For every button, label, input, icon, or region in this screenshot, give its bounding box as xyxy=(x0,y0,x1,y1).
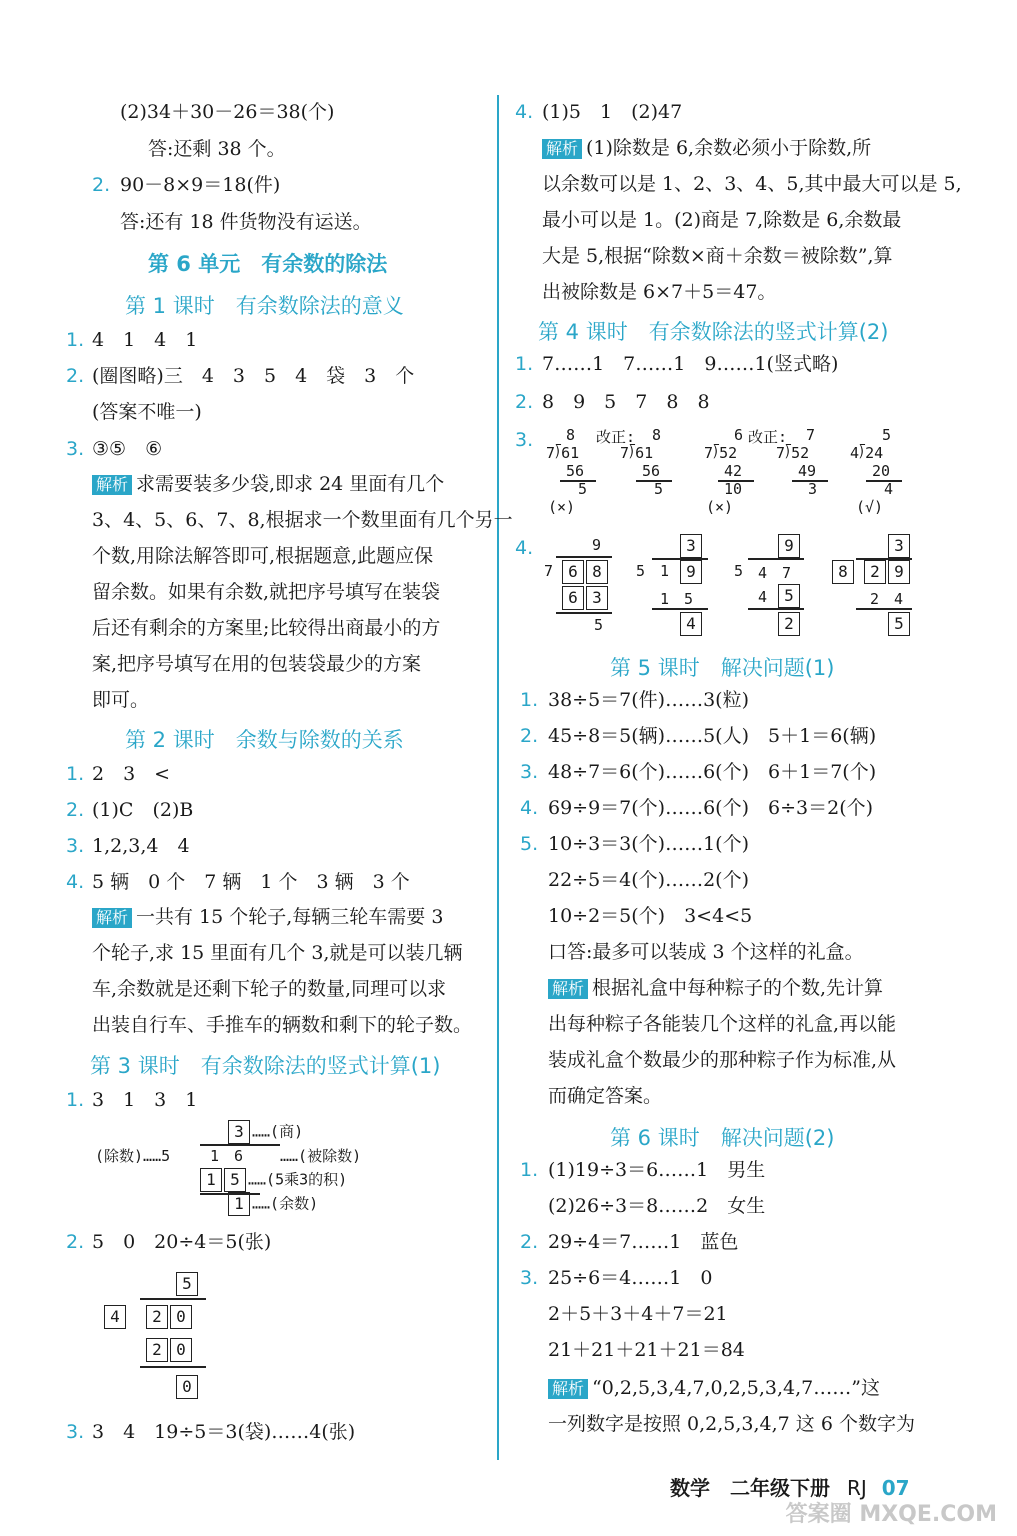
explanation-line xyxy=(92,905,443,929)
item-number: 3. xyxy=(515,429,534,451)
explanation-line: 后还有剩余的方案里;比较得出商最小的方 xyxy=(92,617,441,639)
division-expression: 7⟌52 xyxy=(776,444,810,462)
answer-line: 5 辆 0 个 7 辆 1 个 3 辆 3 个 xyxy=(92,871,410,893)
quotient-box: 3 xyxy=(228,1120,250,1144)
lesson-title: 第 4 课时 有余数除法的竖式计算(2) xyxy=(538,320,889,344)
answer-line: 口答:最多可以装成 3 个这样的礼盒。 xyxy=(548,941,864,963)
analysis-tag: 解析 xyxy=(542,139,582,159)
quotient-row xyxy=(176,1272,200,1296)
product-digit: 4 xyxy=(758,588,768,606)
remainder-box: 0 xyxy=(176,1375,198,1399)
quotient-label: ……(商) xyxy=(252,1122,304,1141)
item-number: 1. xyxy=(66,1089,85,1111)
dividend: 4 7 xyxy=(758,564,792,582)
explanation-line xyxy=(92,472,444,496)
answer-line: 69÷9＝7(个)……6(个) 6÷3＝2(个) xyxy=(548,797,874,819)
subject-grade: 数学 二年级下册 xyxy=(670,1476,830,1500)
item-number: 2. xyxy=(520,1231,539,1253)
division-expression: 4⟌24 xyxy=(850,444,884,462)
explanation-text: (1)除数是 6,余数必须小于除数,所 xyxy=(586,137,872,159)
explanation-line xyxy=(548,1376,880,1400)
dividend-label: ……(被除数) xyxy=(280,1147,362,1165)
remainder: 5 xyxy=(594,616,604,634)
unit-title: 第 6 单元 有余数的除法 xyxy=(148,252,388,276)
quotient-box: 3 xyxy=(888,534,910,558)
item-number: 2. xyxy=(520,725,539,747)
verdict: (√) xyxy=(856,498,884,516)
answer-line: 4 1 4 1 xyxy=(92,329,198,351)
answer-line: 22÷5＝4(个)……2(个) xyxy=(548,869,750,891)
lesson-title: 第 6 课时 解决问题(2) xyxy=(610,1126,835,1150)
remainder: 3 xyxy=(808,480,818,498)
correction-label: 改正: xyxy=(748,428,788,446)
quotient: 5 xyxy=(882,426,892,444)
lesson-title: 第 3 课时 有余数除法的竖式计算(1) xyxy=(90,1054,441,1078)
division-bar xyxy=(140,1298,206,1300)
item-number: 3. xyxy=(520,1267,539,1289)
item-number: 3. xyxy=(66,835,85,857)
dividend-row xyxy=(864,560,912,584)
item-number: 1. xyxy=(520,689,539,711)
answer-line: 3 1 3 1 xyxy=(92,1089,198,1111)
item-number: 2. xyxy=(66,365,85,387)
answer-line: 3 4 19÷5＝3(袋)……4(张) xyxy=(92,1421,356,1443)
answer-line: 21＋21＋21＋21＝84 xyxy=(548,1339,745,1361)
product: 2 4 xyxy=(870,590,904,608)
digit-box: 0 xyxy=(170,1305,192,1329)
item-number: 5. xyxy=(520,833,539,855)
explanation-line: 即可。 xyxy=(92,689,150,711)
divisor-box: 8 xyxy=(832,560,854,584)
analysis-tag: 解析 xyxy=(548,979,588,999)
answer-line: 29÷4＝7……1 蓝色 xyxy=(548,1231,739,1253)
answer-line: (2)34＋30－26＝38(个) xyxy=(120,101,335,123)
explanation-line: 出每种粽子各能装几个这样的礼盒,再以能 xyxy=(548,1013,897,1035)
explanation-line: 个轮子,求 15 里面有几个 3,就是可以装几辆 xyxy=(92,942,463,964)
remainder-box: 1 xyxy=(228,1192,250,1216)
digit-box: 0 xyxy=(170,1338,192,1362)
item-number: 4. xyxy=(515,537,534,559)
answer-line: 答:还剩 38 个。 xyxy=(148,138,286,160)
division-bar xyxy=(556,556,612,558)
answer-line: 2＋5＋3＋4＋7＝21 xyxy=(548,1303,728,1325)
verdict: (×) xyxy=(548,498,576,516)
explanation-text: 求需要装多少袋,即求 24 里面有几个 xyxy=(136,473,445,495)
explanation-text: 一共有 15 个轮子,每辆三轮车需要 3 xyxy=(136,906,444,928)
explanation-text: “0,2,5,3,4,7,0,2,5,3,4,7……”这 xyxy=(592,1377,880,1399)
product: 20 xyxy=(872,462,891,480)
answer-line: (1)5 1 (2)47 xyxy=(542,101,683,123)
quotient: 6 xyxy=(734,426,744,444)
product: 49 xyxy=(798,462,817,480)
item-number: 1. xyxy=(66,763,85,785)
divisor-row xyxy=(104,1305,128,1329)
explanation-line xyxy=(548,976,883,1000)
quotient-row xyxy=(228,1120,303,1144)
explanation-line xyxy=(542,136,871,160)
explanation-line: 留余数。如果有余数,就把序号填写在装袋 xyxy=(92,581,441,603)
answer-line: 10÷3＝3(个)……1(个) xyxy=(548,833,750,855)
answer-line: 答:还有 18 件货物没有运送。 xyxy=(120,211,372,233)
digit-box: 2 xyxy=(864,560,886,584)
answer-line: 8 9 5 7 8 8 xyxy=(542,391,710,413)
item-number: 2. xyxy=(66,1231,85,1253)
remainder-row xyxy=(228,1192,318,1216)
answer-line: (圈图略)三 4 3 5 4 袋 3 个 xyxy=(92,365,415,387)
edition-label: RJ xyxy=(846,1476,867,1500)
remainder-row xyxy=(778,612,802,636)
subtraction-bar xyxy=(556,612,612,614)
digit-box: 9 xyxy=(680,560,702,584)
divisor: 5 xyxy=(636,562,646,580)
quotient-box: 5 xyxy=(176,1272,198,1296)
quotient-box: 9 xyxy=(778,534,800,558)
subtraction-bar xyxy=(748,608,804,610)
division-expression: 7⟌52 xyxy=(704,444,738,462)
digit-box: 2 xyxy=(146,1305,168,1329)
item-number: 1. xyxy=(520,1159,539,1181)
explanation-text: 根据礼盒中每种粽子的个数,先计算 xyxy=(592,977,884,999)
item-number: 3. xyxy=(66,1421,85,1443)
remainder-box: 2 xyxy=(778,612,800,636)
dividend-row xyxy=(146,1305,194,1329)
subtraction-bar xyxy=(652,608,708,610)
digit-box: 3 xyxy=(586,586,608,610)
digit-box: 6 xyxy=(562,586,584,610)
answer-line: 10÷2＝5(个) 3<4<5 xyxy=(548,905,753,927)
quotient: 8 xyxy=(566,426,576,444)
answer-line: 2 3 < xyxy=(92,763,171,785)
product: 42 xyxy=(724,462,743,480)
product-box: 1 xyxy=(200,1168,222,1192)
explanation-line: 出被除数是 6×7＋5＝47。 xyxy=(542,281,777,303)
divisor-label: (除数)……5 xyxy=(95,1147,171,1165)
explanation-line: 案,把序号填写在用的包装袋最少的方案 xyxy=(92,653,422,675)
quotient-row xyxy=(778,534,802,558)
remainder: 4 xyxy=(884,480,894,498)
answer-line: 90－8×9＝18(件) xyxy=(120,174,281,196)
product-label: ……(5乘3的积) xyxy=(248,1170,348,1189)
item-number: 4. xyxy=(520,797,539,819)
answer-line: (答案不唯一) xyxy=(92,401,202,423)
remainder-box: 5 xyxy=(888,612,910,636)
explanation-line: 大是 5,根据“除数×商＋余数＝被除数”,算 xyxy=(542,245,893,267)
item-number: 3. xyxy=(520,761,539,783)
divisor: 7 xyxy=(544,562,554,580)
quotient: 7 xyxy=(806,426,816,444)
digit-box: 6 xyxy=(562,560,584,584)
product-row xyxy=(778,584,802,608)
product-box: 5 xyxy=(224,1168,246,1192)
analysis-tag: 解析 xyxy=(548,1379,588,1399)
remainder-box: 4 xyxy=(680,612,702,636)
analysis-tag: 解析 xyxy=(92,908,132,928)
answer-line: 48÷7＝6(个)……6(个) 6＋1＝7(个) xyxy=(548,761,877,783)
item-number: 2. xyxy=(66,799,85,821)
remainder: 5 xyxy=(654,480,664,498)
answer-line: 5 0 20÷4＝5(张) xyxy=(92,1231,272,1253)
page-number: 07 xyxy=(881,1476,910,1500)
quotient: 9 xyxy=(592,536,602,554)
verdict: (×) xyxy=(706,498,734,516)
column-divider xyxy=(497,95,499,1460)
explanation-line: 出装自行车、手推车的辆数和剩下的轮子数。 xyxy=(92,1014,473,1036)
explanation-line: 3、4、5、6、7、8,根据求一个数里面有几个另一 xyxy=(92,509,513,531)
divisor-box: 4 xyxy=(104,1305,126,1329)
digit-box: 9 xyxy=(888,560,910,584)
quotient-row xyxy=(888,534,912,558)
product-row xyxy=(146,1338,194,1362)
answer-line: (1)C (2)B xyxy=(92,799,194,821)
explanation-line: 一列数字是按照 0,2,5,3,4,7 这 6 个数字为 xyxy=(548,1413,915,1435)
answer-line: (1)19÷3＝6……1 男生 xyxy=(548,1159,766,1181)
divisor-row xyxy=(832,560,856,584)
answer-line: 1,2,3,4 4 xyxy=(92,835,190,857)
dividend-digit: 1 xyxy=(660,562,670,580)
item-number: 2. xyxy=(515,391,534,413)
subtraction-bar xyxy=(140,1366,206,1368)
item-number: 4. xyxy=(66,871,85,893)
remainder-row xyxy=(176,1375,200,1399)
remainder-row xyxy=(888,612,912,636)
correction-label: 改正: xyxy=(596,428,636,446)
answer-line: 45÷8＝5(辆)……5(人) 5＋1＝6(辆) xyxy=(548,725,877,747)
product-row xyxy=(562,586,610,610)
answer-line: 25÷6＝4……1 0 xyxy=(548,1267,713,1289)
quotient-row xyxy=(680,534,704,558)
lesson-title: 第 5 课时 解决问题(1) xyxy=(610,656,835,680)
product: 56 xyxy=(642,462,661,480)
answer-line: 38÷5＝7(件)……3(粒) xyxy=(548,689,750,711)
answer-line: ③⑤ ⑥ xyxy=(92,438,163,460)
item-number: 1. xyxy=(66,329,85,351)
item-number: 2. xyxy=(92,174,111,196)
explanation-line: 装成礼盒个数最少的那种粽子作为标准,从 xyxy=(548,1049,897,1071)
dividend: 1 6 xyxy=(210,1147,244,1165)
product-row xyxy=(200,1168,347,1192)
division-expression: 7⟌61 xyxy=(546,444,580,462)
digit-box: 8 xyxy=(586,560,608,584)
division-expression: 7⟌61 xyxy=(620,444,654,462)
answer-line: (2)26÷3＝8……2 女生 xyxy=(548,1195,766,1217)
product: 56 xyxy=(566,462,585,480)
remainder-label: ……(余数) xyxy=(252,1194,319,1213)
watermark: 答案圈 MXQE.COM xyxy=(785,1502,997,1527)
dividend-row xyxy=(680,560,704,584)
remainder-row xyxy=(680,612,704,636)
quotient: 8 xyxy=(652,426,662,444)
quotient-box: 3 xyxy=(680,534,702,558)
digit-box: 5 xyxy=(778,584,800,608)
lesson-title: 第 2 课时 余数与除数的关系 xyxy=(125,728,404,752)
divisor: 5 xyxy=(734,562,744,580)
explanation-line: 最小可以是 1。(2)商是 7,除数是 6,余数最 xyxy=(542,209,902,231)
remainder: 10 xyxy=(724,480,743,498)
remainder: 5 xyxy=(578,480,588,498)
item-number: 1. xyxy=(515,353,534,375)
answer-line: 7……1 7……1 9……1(竖式略) xyxy=(542,353,839,375)
explanation-line: 车,余数就是还剩下轮子的数量,同理可以求 xyxy=(92,978,447,1000)
explanation-line: 个数,用除法解答即可,根据题意,此题应保 xyxy=(92,545,434,567)
dividend-row xyxy=(562,560,610,584)
division-bar xyxy=(748,558,804,560)
item-number: 4. xyxy=(515,101,534,123)
product: 1 5 xyxy=(660,590,694,608)
analysis-tag: 解析 xyxy=(92,475,132,495)
item-number: 3. xyxy=(66,438,85,460)
lesson-title: 第 1 课时 有余数除法的意义 xyxy=(125,294,404,318)
explanation-line: 而确定答案。 xyxy=(548,1085,663,1107)
digit-box: 2 xyxy=(146,1338,168,1362)
explanation-line: 以余数可以是 1、2、3、4、5,其中最大可以是 5, xyxy=(542,173,962,195)
subtraction-bar xyxy=(856,608,912,610)
